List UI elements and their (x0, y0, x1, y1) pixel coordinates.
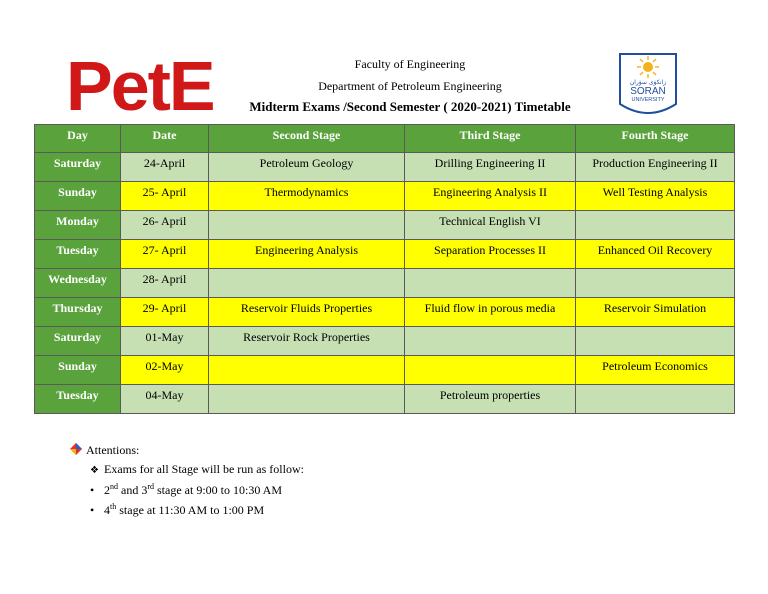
fourth-stage-cell: Reservoir Simulation (576, 298, 735, 327)
exam-timetable (34, 124, 735, 414)
second-stage-cell: Petroleum Geology (209, 153, 405, 182)
second-stage-cell (209, 269, 405, 298)
day-cell: Tuesday (35, 240, 121, 269)
table-row (35, 327, 735, 356)
dot-bullet-icon: • (90, 503, 95, 517)
third-stage-cell: Fluid flow in porous media (405, 298, 576, 327)
date-cell: 27- April (121, 240, 209, 269)
third-stage-cell (405, 269, 576, 298)
fourth-stage-cell: Well Testing Analysis (576, 182, 735, 211)
fourth-stage-cell (576, 211, 735, 240)
third-stage-cell: Technical English VI (405, 211, 576, 240)
fourth-stage-cell: Enhanced Oil Recovery (576, 240, 735, 269)
third-stage-cell: Separation Processes II (405, 240, 576, 269)
attention-line-2-time: stage at 9:00 to 10:30 AM (154, 483, 282, 497)
table-row (35, 269, 735, 298)
col-header-day: Day (35, 125, 121, 153)
date-cell: 04-May (121, 385, 209, 414)
ordinal-rd: rd (147, 482, 154, 491)
diamond-bullet-icon: ❖ (90, 465, 99, 476)
attention-line-3 (90, 502, 264, 518)
second-stage-cell (209, 385, 405, 414)
soran-university-logo (618, 52, 678, 122)
third-stage-cell: Petroleum properties (405, 385, 576, 414)
date-cell: 24-April (121, 153, 209, 182)
col-header-third-stage: Third Stage (405, 125, 576, 153)
stage-number-2: 2 (104, 483, 110, 497)
second-stage-cell (209, 211, 405, 240)
second-stage-cell: Reservoir Rock Properties (209, 327, 405, 356)
logo-soran-text: SORAN (630, 86, 666, 97)
second-stage-cell (209, 356, 405, 385)
stage-number-4: 4 (104, 503, 110, 517)
department-name: Department of Petroleum Engineering (318, 79, 502, 93)
day-cell: Tuesday (35, 385, 121, 414)
pete-logo: PetE (66, 47, 214, 125)
logo-university-text: UNIVERSITY (631, 97, 665, 103)
attentions-title-row (70, 440, 139, 460)
ordinal-nd: nd (110, 482, 118, 491)
attentions-title: Attentions: (86, 443, 140, 457)
table-row (35, 211, 735, 240)
date-cell: 25- April (121, 182, 209, 211)
attention-line-1-text: Exams for all Stage will be run as follow: (104, 462, 304, 476)
fourth-stage-cell: Petroleum Economics (576, 356, 735, 385)
day-cell: Saturday (35, 327, 121, 356)
fourth-stage-cell: Production Engineering II (576, 153, 735, 182)
day-cell: Monday (35, 211, 121, 240)
day-cell: Sunday (35, 182, 121, 211)
col-header-second-stage: Second Stage (209, 125, 405, 153)
third-stage-cell (405, 356, 576, 385)
sun-icon (637, 56, 659, 78)
stage-and-3: and 3 (118, 483, 148, 497)
table-row (35, 182, 735, 211)
day-cell: Thursday (35, 298, 121, 327)
third-stage-cell: Engineering Analysis II (405, 182, 576, 211)
fourth-stage-cell (576, 269, 735, 298)
table-row (35, 153, 735, 182)
second-stage-cell: Engineering Analysis (209, 240, 405, 269)
third-stage-cell: Drilling Engineering II (405, 153, 576, 182)
date-cell: 02-May (121, 356, 209, 385)
dot-bullet-icon: • (90, 483, 95, 497)
table-row (35, 298, 735, 327)
faculty-name: Faculty of Engineering (354, 57, 466, 71)
ordinal-th: th (110, 502, 117, 511)
table-header-row (35, 125, 735, 153)
table-row (35, 240, 735, 269)
attention-line-2 (90, 482, 282, 498)
date-cell: 01-May (121, 327, 209, 356)
table-row (35, 385, 735, 414)
attention-bullet-icon (70, 443, 82, 455)
fourth-stage-cell (576, 327, 735, 356)
day-cell: Saturday (35, 153, 121, 182)
day-cell: Sunday (35, 356, 121, 385)
attentions-section (70, 440, 139, 460)
second-stage-cell: Thermodynamics (209, 182, 405, 211)
date-cell: 28- April (121, 269, 209, 298)
fourth-stage-cell (576, 385, 735, 414)
second-stage-cell: Reservoir Fluids Properties (209, 298, 405, 327)
table-row (35, 356, 735, 385)
col-header-date: Date (121, 125, 209, 153)
attention-line-1 (90, 462, 304, 477)
document-title: Midterm Exams /Second Semester ( 2020-2021) Timetable (249, 99, 571, 114)
day-cell: Wednesday (35, 269, 121, 298)
logo-kurdish-text: زانكۆی سۆران (629, 79, 667, 86)
date-cell: 29- April (121, 298, 209, 327)
third-stage-cell (405, 327, 576, 356)
document-header (220, 56, 600, 116)
col-header-fourth-stage: Fourth Stage (576, 125, 735, 153)
date-cell: 26- April (121, 211, 209, 240)
attention-line-3-time: stage at 11:30 AM to 1:00 PM (116, 503, 265, 517)
